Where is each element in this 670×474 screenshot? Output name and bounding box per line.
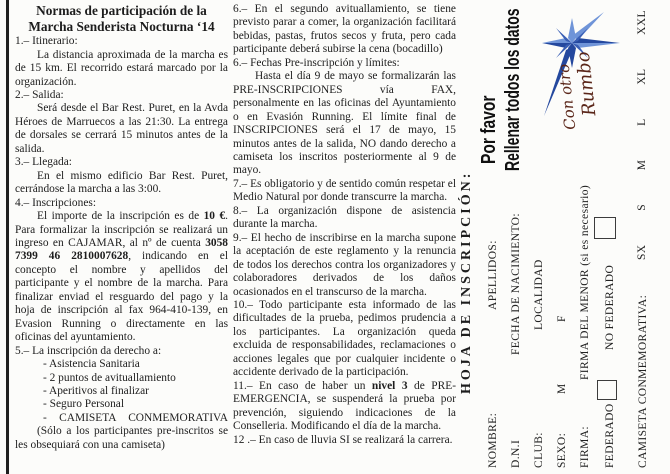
inscription-form-strip (458, 0, 670, 474)
paragraph: - Aperitivos al finalizar (43, 384, 149, 397)
sexo-m-option[interactable]: M (556, 383, 568, 394)
paragraph: Hasta el día 9 de mayo se formalizarán las PRE-INSCRIPCIONES vía FAX, personalmente en las oficinas del Ayuntamiento o en Evasión Running. El límite final de INSCRIPCIONES será el 17 de mayo, 15 minutos antes de la salida, NO dando derecho a camiseta los inscritos posteriormente al 9 de mayo. (233, 70, 456, 177)
rules-column-right (233, 3, 456, 447)
paragraph: 5.– La inscripción da derecho a: (15, 344, 162, 357)
fill-in-note-line2: Rellenar todos los datos (502, 8, 524, 171)
club-label: CLUB: (533, 432, 545, 468)
no-federado-label: NO FEDERADO (604, 264, 616, 350)
paragraph: El importe de la inscripción es de 10 €. Para formalizar la inscripción se realizará un ingreso en CAJAMAR, al nº de cuenta 3058 7399 46 2810007628, indicando en el concepto el nombre y apellidos del participante y el nombre de la marcha. Para finalizar enviad el resguardo del pago y la hoja de inscripción al fax 964-410-139, en Evasion Running o directamente en las oficinas del ayuntamiento. (15, 210, 229, 344)
firma-label: FIRMA: (579, 425, 591, 468)
federado-label: FEDERADO (604, 403, 616, 468)
logo-text-line2: Rumbo (572, 50, 601, 117)
document-title-line2: Marcha Senderista Nocturna ‘14 (28, 18, 215, 34)
sexo-label: SEXO: (556, 432, 568, 468)
sexo-f-option[interactable]: F (556, 315, 568, 322)
camiseta-label: CAMISETA CONMEMORATIVA: (637, 294, 649, 468)
rules-column-left (15, 3, 228, 452)
inscription-form (458, 0, 670, 474)
paragraph: 2.– Salida: (15, 89, 64, 101)
paragraph: Será desde el Bar Rest. Puret, en la Avda Héroes de Marruecos a las 21:30. La entrega de dorsales se cerrará 15 minutos antes de la salida. (15, 102, 228, 155)
shirt-size-option[interactable]: S (636, 203, 648, 211)
fill-in-note-line1: Por favor (478, 95, 500, 164)
shirt-size-option[interactable]: M (636, 159, 648, 171)
paragraph: 1.– Itinerario: (15, 35, 78, 48)
paragraph: 10.– Todo participante esta informado de las dificultades de la prueba, pedimos prudencia a los participantes. La organización queda excluida de responsabilidades, reclamaciones o acciones legales que por cualquier incidente o accidente derivado de la participación. (233, 298, 456, 379)
rules-items-6-12 (233, 3, 456, 447)
shirt-size-option[interactable]: XL (636, 68, 648, 85)
paragraph: 12 .– En caso de lluvia SI se realizará la carrera. (233, 433, 453, 446)
paragraph: (Sólo a los participantes pre-inscritos se les obsequiará con una camiseta) (15, 425, 228, 451)
paragraph: - 2 puntos de avituallamiento (43, 371, 176, 384)
paragraph: - Seguro Personal (43, 398, 124, 411)
paragraph: 7.– Es obligatorio y de sentido común respetar el Medio Natural por donde transcurre la marcha. (233, 177, 457, 204)
paragraph: La distancia aproximada de la marcha es de 15 km. El recorrido estará marcado por la organización. (15, 48, 228, 88)
paragraph: 11.– En caso de haber un nivel 3 de PRE-EMERGENCIA, se suspenderá la prueba por prevención, siguiendo indicaciones de la Conselleria. Modificando el día de la marcha. (233, 379, 456, 433)
form-title: HOJA DE INSCRIPCIÓN: (459, 170, 474, 394)
shirt-size-option[interactable]: XXL (636, 10, 648, 35)
paragraph: En el mismo edificio Bar Rest. Puret, cerrándose la marcha a las 3:00. (15, 169, 228, 196)
rules-items-1-5 (15, 35, 228, 452)
document-title (15, 3, 228, 34)
localidad-label: LOCALIDAD (533, 259, 545, 330)
shirt-size-options (636, 10, 648, 260)
logo-text-line1: Con otro (554, 63, 580, 131)
paragraph: - Asistencia Sanitaria (43, 358, 140, 371)
dni-label: D.N.I (510, 439, 522, 468)
shirt-size-option[interactable]: L (636, 118, 648, 126)
paragraph: 3.– Llegada: (15, 156, 72, 169)
firma-menor-label: FIRMA DEL MENOR (si es necesario) (579, 184, 591, 380)
scan-edge-border (6, 0, 9, 474)
con-otro-rumbo-logo (532, 6, 636, 132)
fecha-nacimiento-label: FECHA DE NACIMIENTO: (510, 213, 522, 355)
federado-checkbox[interactable] (597, 380, 617, 400)
paragraph: 8.– La organización dispone de asistencia durante la marcha. (233, 204, 456, 231)
shirt-size-option[interactable]: SX (636, 244, 648, 260)
nombre-label: NOMBRE: (487, 412, 499, 468)
paragraph: 9.– El hecho de inscribirse en la marcha supone la aceptación de este reglamento y la renuncia de todos los derechos contra los organizadores y colaboradores derivados de los daños ocasionados en el transcurso de la marcha. (233, 231, 456, 298)
document-title-line1: Normas de participación de la (36, 3, 207, 18)
paragraph: 4.– Inscripciones: (15, 196, 96, 209)
no-federado-checkbox[interactable] (594, 217, 616, 239)
paragraph: 6.– En el segundo avituallamiento, se tiene previsto parar a comer, la organización facilitará bebidas, pastas, frutos secos y fruta, pero cada participante deberá subirse la cena (bocadillo) (233, 3, 456, 56)
apellidos-label: APELLIDOS: (487, 240, 499, 310)
paragraph: 6.– Fechas Pre-inscripción y límites: (233, 56, 400, 69)
paragraph: - CAMISETA CONMEMORATIVA (43, 411, 228, 424)
